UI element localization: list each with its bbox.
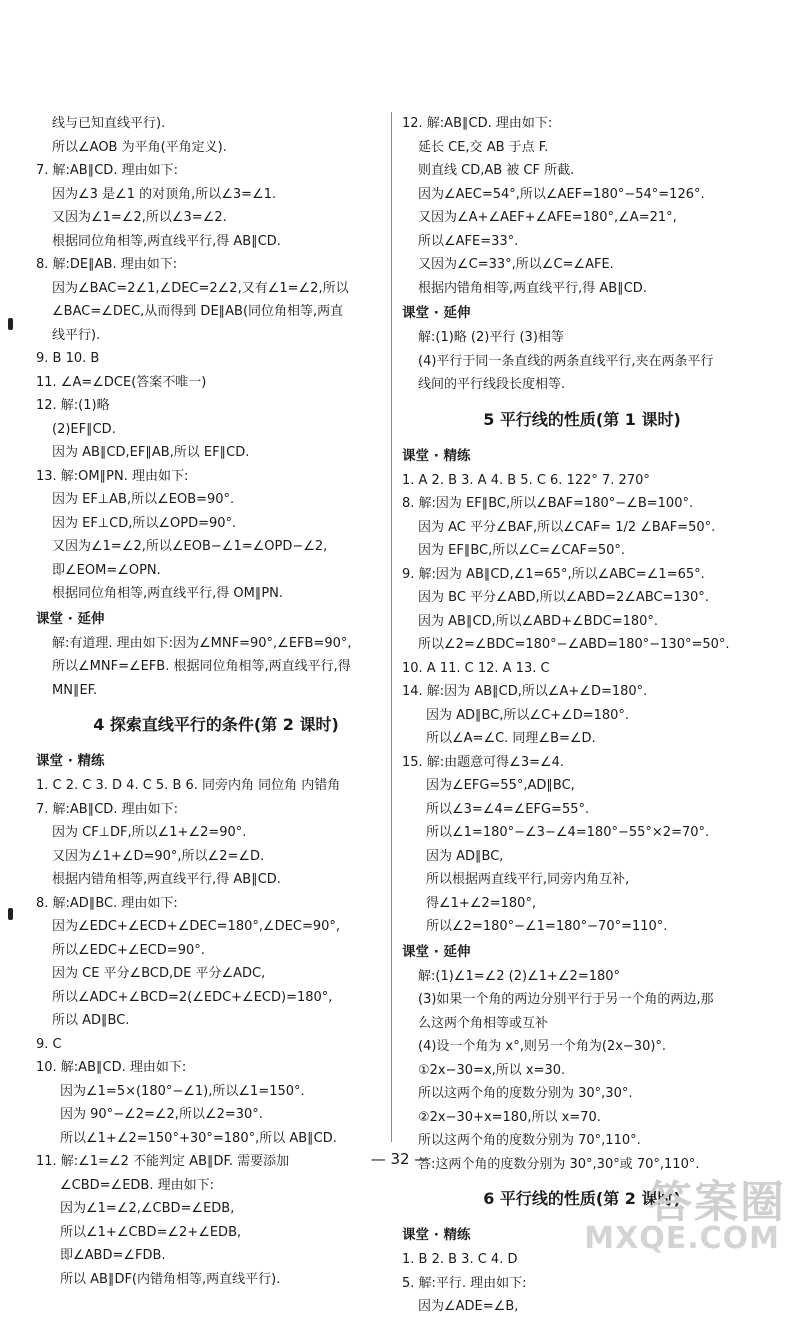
right-block-c bbox=[402, 469, 762, 939]
right-block-d bbox=[402, 965, 762, 1177]
answer-line: 解:有道理. 理由如下:因为∠MNF=90°,∠EFB=90°, bbox=[52, 635, 352, 651]
answer-line: 因为 AD∥BC, bbox=[426, 848, 504, 864]
answer-line: 因为 BC 平分∠ABD,所以∠ABD=2∠ABC=130°. bbox=[418, 590, 709, 605]
answer-line: 么这两个角相等或互补 bbox=[418, 1015, 549, 1031]
left-block-c bbox=[36, 774, 396, 1291]
right-block-b bbox=[402, 326, 762, 397]
right-block-e bbox=[402, 1248, 762, 1319]
answer-line: 所以∠2=∠BDC=180°−∠ABD=180°−130°=50°. bbox=[418, 637, 730, 652]
answer-line: 1. B 2. B 3. C 4. D bbox=[402, 1252, 518, 1267]
answer-line: 因为∠EDC+∠ECD+∠DEC=180°,∠DEC=90°, bbox=[52, 919, 341, 934]
answer-line: 因为 CE 平分∠BCD,DE 平分∠ADC, bbox=[52, 966, 266, 981]
margin-mark bbox=[8, 908, 13, 920]
answer-line: 8. 解:因为 EF∥BC,所以∠BAF=180°−∠B=100°. bbox=[402, 496, 694, 511]
right-heading-practice-1: 课堂 · 精练 bbox=[402, 447, 471, 464]
answer-line: 根据同位角相等,两直线平行,得 AB∥CD. bbox=[52, 233, 281, 249]
answer-line: 9. 解:因为 AB∥CD,∠1=65°,所以∠ABC=∠1=65°. bbox=[402, 566, 705, 582]
answer-line: 答:这两个角的度数分别为 30°,30°或 70°,110°. bbox=[418, 1156, 700, 1172]
answer-line: 所以∠3=∠4=∠EFG=55°. bbox=[426, 801, 590, 817]
answer-line: 又因为∠1=∠2,所以∠3=∠2. bbox=[52, 210, 227, 225]
answer-line: (3)如果一个角的两边分别平行于另一个角的两边,那 bbox=[418, 992, 714, 1007]
answer-line: 8. 解:AD∥BC. 理由如下: bbox=[36, 895, 178, 911]
answer-line: 又因为∠1=∠2,所以∠EOB−∠1=∠OPD−∠2, bbox=[52, 539, 328, 554]
answer-line: ②2x−30+x=180,所以 x=70. bbox=[418, 1109, 601, 1125]
right-heading-extension-2: 课堂 · 延伸 bbox=[402, 943, 471, 960]
answer-line: 因为∠AEC=54°,所以∠AEF=180°−54°=126°. bbox=[418, 186, 705, 202]
answer-line: 又因为∠A+∠AEF+∠AFE=180°,∠A=21°, bbox=[418, 210, 677, 225]
right-column bbox=[402, 112, 762, 1319]
answer-line: 因为 AC 平分∠BAF,所以∠CAF= 1/2 ∠BAF=50°. bbox=[418, 519, 716, 535]
answer-line: 因为 AB∥CD,EF∥AB,所以 EF∥CD. bbox=[52, 445, 250, 460]
watermark-url: MXQE.COM bbox=[584, 1221, 780, 1256]
answer-line: 所以∠A=∠C. 同理∠B=∠D. bbox=[426, 731, 596, 746]
answer-line: 因为∠3 是∠1 的对顶角,所以∠3=∠1. bbox=[52, 186, 277, 202]
answer-line: ∠CBD=∠EDB. 理由如下: bbox=[60, 1177, 214, 1193]
answer-line: 所以这两个角的度数分别为 30°,30°. bbox=[418, 1086, 633, 1101]
answer-line: 因为∠1=5×(180°−∠1),所以∠1=150°. bbox=[60, 1083, 305, 1099]
answer-line: 所以∠EDC+∠ECD=90°. bbox=[52, 942, 205, 958]
answer-line: 12. 解:AB∥CD. 理由如下: bbox=[402, 116, 553, 131]
answer-line: 15. 解:由题意可得∠3=∠4. bbox=[402, 754, 565, 770]
right-block-a bbox=[402, 112, 762, 300]
answer-line: 1. C 2. C 3. D 4. C 5. B 6. 同旁内角 同位角 内错角 bbox=[36, 778, 341, 793]
answer-line: 解:(1)∠1=∠2 (2)∠1+∠2=180° bbox=[418, 968, 621, 984]
answer-line: 因为 CF⊥DF,所以∠1+∠2=90°. bbox=[52, 825, 247, 840]
answer-line: 因为 90°−∠2=∠2,所以∠2=30°. bbox=[60, 1107, 263, 1122]
answer-line: 14. 解:因为 AB∥CD,所以∠A+∠D=180°. bbox=[402, 684, 648, 699]
answer-line: (4)设一个角为 x°,则另一个角为(2x−30)°. bbox=[418, 1039, 667, 1054]
answer-line: 9. B 10. B bbox=[36, 351, 100, 366]
answer-line: 8. 解:DE∥AB. 理由如下: bbox=[36, 257, 178, 272]
answer-line: 根据内错角相等,两直线平行,得 AB∥CD. bbox=[52, 872, 281, 887]
page-number: — 32 — bbox=[370, 1150, 430, 1168]
answer-line: 5. 解:平行. 理由如下: bbox=[402, 1275, 527, 1291]
answer-line: ∠BAC=∠DEC,从而得到 DE∥AB(同位角相等,两直 bbox=[52, 304, 344, 319]
answer-line: 又因为∠1+∠D=90°,所以∠2=∠D. bbox=[52, 848, 265, 864]
section-title-6: 6 平行线的性质(第 2 课时) bbox=[483, 1189, 681, 1208]
answer-line: 11. 解:∠1=∠2 不能判定 AB∥DF. 需要添加 bbox=[36, 1154, 290, 1169]
answer-line: 得∠1+∠2=180°, bbox=[426, 895, 537, 911]
left-column bbox=[36, 112, 396, 1291]
answer-line: 因为∠ADE=∠B, bbox=[418, 1299, 519, 1314]
answer-line: 延长 CE,交 AB 于点 F. bbox=[418, 139, 549, 155]
answer-line: 因为∠1=∠2,∠CBD=∠EDB, bbox=[60, 1201, 235, 1216]
answer-line: 7. 解:AB∥CD. 理由如下: bbox=[36, 801, 178, 817]
answer-line: 则直线 CD,AB 被 CF 所截. bbox=[418, 163, 575, 178]
answer-line: 所以∠ADC+∠BCD=2(∠EDC+∠ECD)=180°, bbox=[52, 989, 333, 1005]
answer-line: 所以∠AFE=33°. bbox=[418, 233, 519, 249]
answer-line: 所以∠1+∠CBD=∠2+∠EDB, bbox=[60, 1224, 242, 1240]
answer-line: 所以∠MNF=∠EFB. 根据同位角相等,两直线平行,得 bbox=[52, 659, 351, 674]
left-heading-extension: 课堂 · 延伸 bbox=[36, 610, 105, 627]
section-title-5: 5 平行线的性质(第 1 课时) bbox=[483, 409, 681, 429]
section-title-4: 4 探索直线平行的条件(第 2 课时) bbox=[93, 715, 339, 734]
answer-line: 所以 AB∥DF(内错角相等,两直线平行). bbox=[60, 1271, 281, 1287]
answer-line: 1. A 2. B 3. A 4. B 5. C 6. 122° 7. 270° bbox=[402, 472, 650, 488]
answer-line: 所以这两个角的度数分别为 70°,110°. bbox=[418, 1133, 641, 1148]
watermark bbox=[584, 1166, 786, 1256]
answer-line: 即∠EOM=∠OPN. bbox=[52, 562, 161, 578]
answer-line: 所以 AD∥BC. bbox=[52, 1013, 130, 1028]
answer-line: 因为 AD∥BC,所以∠C+∠D=180°. bbox=[426, 707, 630, 723]
answer-line: 即∠ABD=∠FDB. bbox=[60, 1248, 166, 1263]
left-heading-practice: 课堂 · 精练 bbox=[36, 753, 105, 769]
answer-line: 7. 解:AB∥CD. 理由如下: bbox=[36, 163, 178, 178]
answer-line: 因为∠BAC=2∠1,∠DEC=2∠2,又有∠1=∠2,所以 bbox=[52, 280, 349, 296]
answer-line: 线平行). bbox=[52, 327, 101, 343]
answer-line: 线与已知直线平行). bbox=[52, 116, 166, 131]
answer-line: 9. C bbox=[36, 1036, 62, 1052]
answer-line: (4)平行于同一条直线的两条直线平行,夹在两条平行 bbox=[418, 353, 714, 369]
answer-line: 因为 AB∥CD,所以∠ABD+∠BDC=180°. bbox=[418, 613, 659, 629]
answer-line: (2)EF∥CD. bbox=[52, 421, 116, 437]
right-heading-extension-1: 课堂 · 延伸 bbox=[402, 305, 471, 321]
answer-line: 12. 解:(1)略 bbox=[36, 398, 110, 413]
answer-line: 线间的平行线段长度相等. bbox=[418, 377, 566, 392]
answer-line: 因为 EF∥BC,所以∠C=∠CAF=50°. bbox=[418, 543, 626, 558]
answer-line: 11. ∠A=∠DCE(答案不唯一) bbox=[36, 374, 207, 390]
answer-line: 所以∠1+∠2=150°+30°=180°,所以 AB∥CD. bbox=[60, 1130, 337, 1146]
column-divider bbox=[391, 112, 392, 1142]
answer-line: 10. 解:AB∥CD. 理由如下: bbox=[36, 1060, 187, 1075]
answer-line: 因为 EF⊥CD,所以∠OPD=90°. bbox=[52, 515, 237, 531]
right-heading-practice-2: 课堂 · 精练 bbox=[402, 1227, 471, 1243]
answer-line: ①2x−30=x,所以 x=30. bbox=[418, 1062, 566, 1078]
left-block-b bbox=[36, 632, 396, 703]
answer-line: 解:(1)略 (2)平行 (3)相等 bbox=[418, 330, 564, 345]
answer-line: 根据内错角相等,两直线平行,得 AB∥CD. bbox=[418, 280, 647, 296]
answer-line: 又因为∠C=33°,所以∠C=∠AFE. bbox=[418, 257, 614, 272]
answer-line: 所以∠1=180°−∠3−∠4=180°−55°×2=70°. bbox=[426, 825, 710, 840]
answer-line: 所以∠AOB 为平角(平角定义). bbox=[52, 139, 227, 155]
left-block-a bbox=[36, 112, 396, 606]
answer-line: 所以根据两直线平行,同旁内角互补, bbox=[426, 872, 630, 887]
answer-line: 13. 解:OM∥PN. 理由如下: bbox=[36, 468, 189, 484]
answer-line: MN∥EF. bbox=[52, 682, 98, 698]
answer-line: 根据同位角相等,两直线平行,得 OM∥PN. bbox=[52, 586, 284, 601]
margin-mark bbox=[8, 318, 13, 330]
answer-line: 因为∠EFG=55°,AD∥BC, bbox=[426, 778, 575, 793]
watermark-logo: 答案圈 bbox=[648, 1177, 786, 1228]
answer-line: 因为 EF⊥AB,所以∠EOB=90°. bbox=[52, 492, 235, 507]
answer-line: 所以∠2=180°−∠1=180°−70°=110°. bbox=[426, 919, 668, 934]
answer-line: 10. A 11. C 12. A 13. C bbox=[402, 660, 550, 676]
